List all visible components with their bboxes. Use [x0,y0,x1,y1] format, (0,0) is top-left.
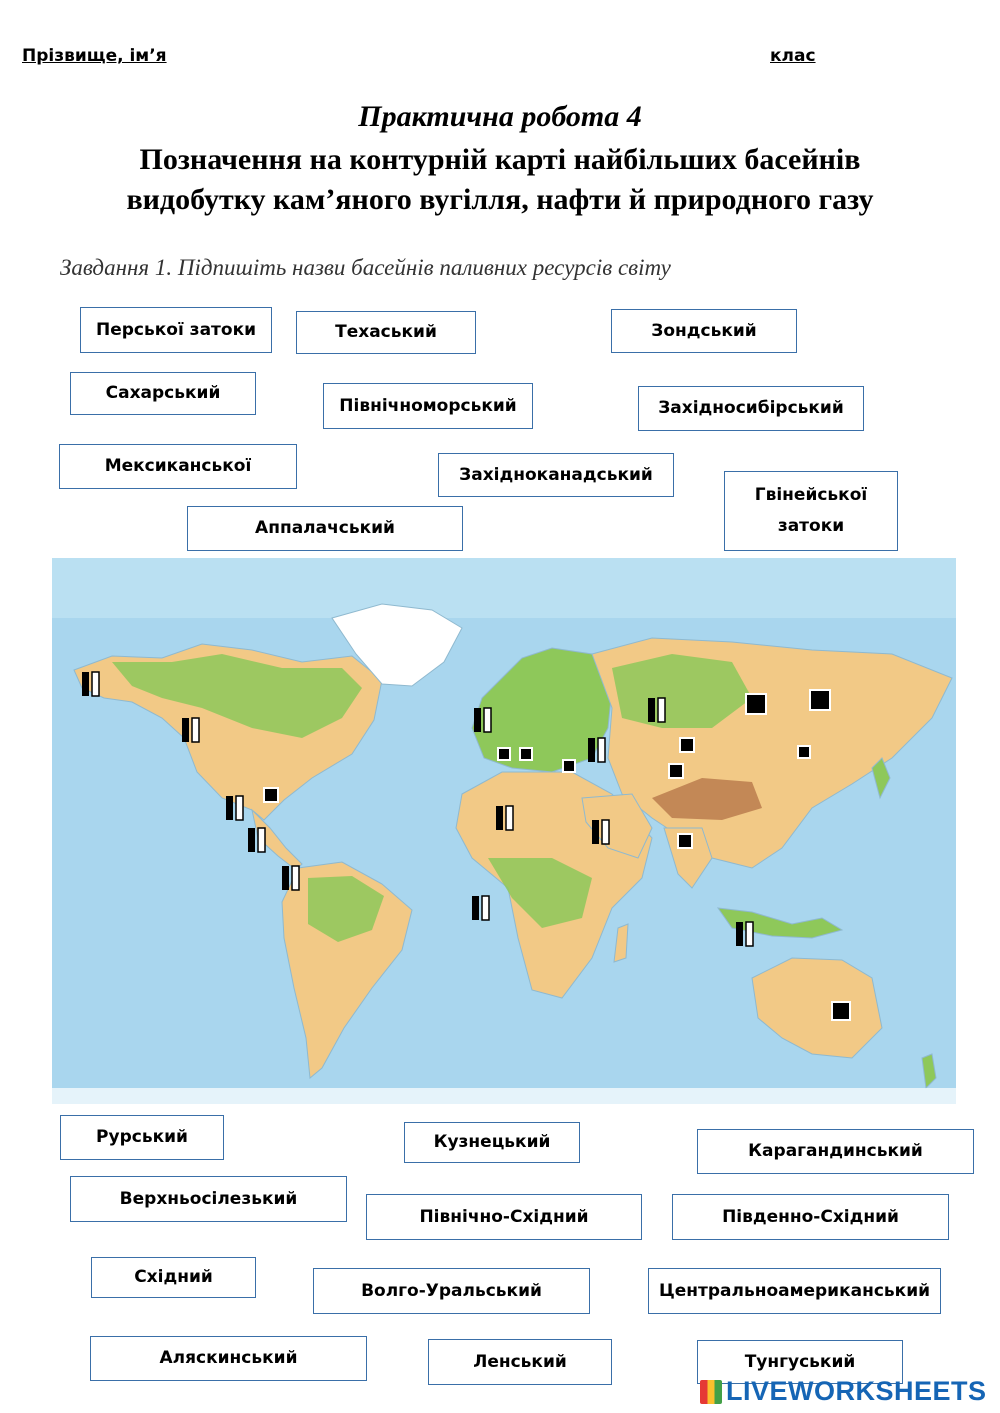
coal-marker [669,764,683,778]
watermark-text: LIVEWORKSHEETS [726,1376,987,1406]
label-sahara[interactable]: Сахарський [70,372,256,415]
label-mexican[interactable]: Мексиканської [59,444,297,489]
coal-marker [563,760,575,772]
label-kuznetsk[interactable]: Кузнецький [404,1122,580,1163]
label-upper-silesian[interactable]: Верхньосілезький [70,1176,347,1222]
coal-marker [678,834,692,848]
title-line2: Позначення на контурній карті найбільших басейнів [139,143,861,176]
liveworksheets-watermark [700,1376,987,1407]
label-lena[interactable]: Ленський [428,1339,612,1385]
label-volga-ural[interactable]: Волго-Уральський [313,1268,590,1314]
label-north-sea[interactable]: Північноморський [323,383,533,429]
label-texas[interactable]: Техаський [296,311,476,354]
coal-marker [832,1002,850,1020]
label-gulf-of-guinea[interactable]: Гвінейської затоки [724,471,898,551]
label-south-eastern[interactable]: Південно-Східний [672,1194,949,1240]
label-ruhr[interactable]: Рурський [60,1115,224,1160]
name-label: Прізвище, ім’я [22,46,167,66]
label-tunguska[interactable]: Тунгуський [697,1340,903,1384]
label-sunda[interactable]: Зондський [611,309,797,353]
label-central-american[interactable]: Центральноамериканський [648,1268,941,1314]
coal-marker [810,690,830,710]
title-line3: видобутку кам’яного вугілля, нафти й природного газу [126,183,874,216]
liveworksheets-logo-icon [700,1380,722,1404]
coal-marker [798,746,810,758]
label-alaskan[interactable]: Аляскинський [90,1336,367,1381]
class-label: клас [770,46,816,66]
label-west-canadian[interactable]: Західноканадський [438,453,674,497]
coal-marker [498,748,510,760]
title-main [0,140,1000,220]
coal-marker [746,694,766,714]
arctic-shelf [52,558,956,618]
world-map [52,558,956,1104]
coal-marker [680,738,694,752]
label-eastern[interactable]: Східний [91,1257,256,1298]
label-persian-gulf[interactable]: Перської затоки [80,307,272,353]
task1-instruction: Завдання 1. Підпишіть назви басейнів паливних ресурсів світу [60,255,671,280]
label-west-siberian[interactable]: Західносибірський [638,386,864,431]
label-north-eastern[interactable]: Північно-Східний [366,1194,642,1240]
title-line1: Практична робота 4 [358,100,642,133]
label-appalachian[interactable]: Аппалачський [187,506,463,551]
label-karaganda[interactable]: Карагандинський [697,1129,974,1174]
coal-marker [264,788,278,802]
coal-marker [520,748,532,760]
antarctica [52,1088,956,1104]
